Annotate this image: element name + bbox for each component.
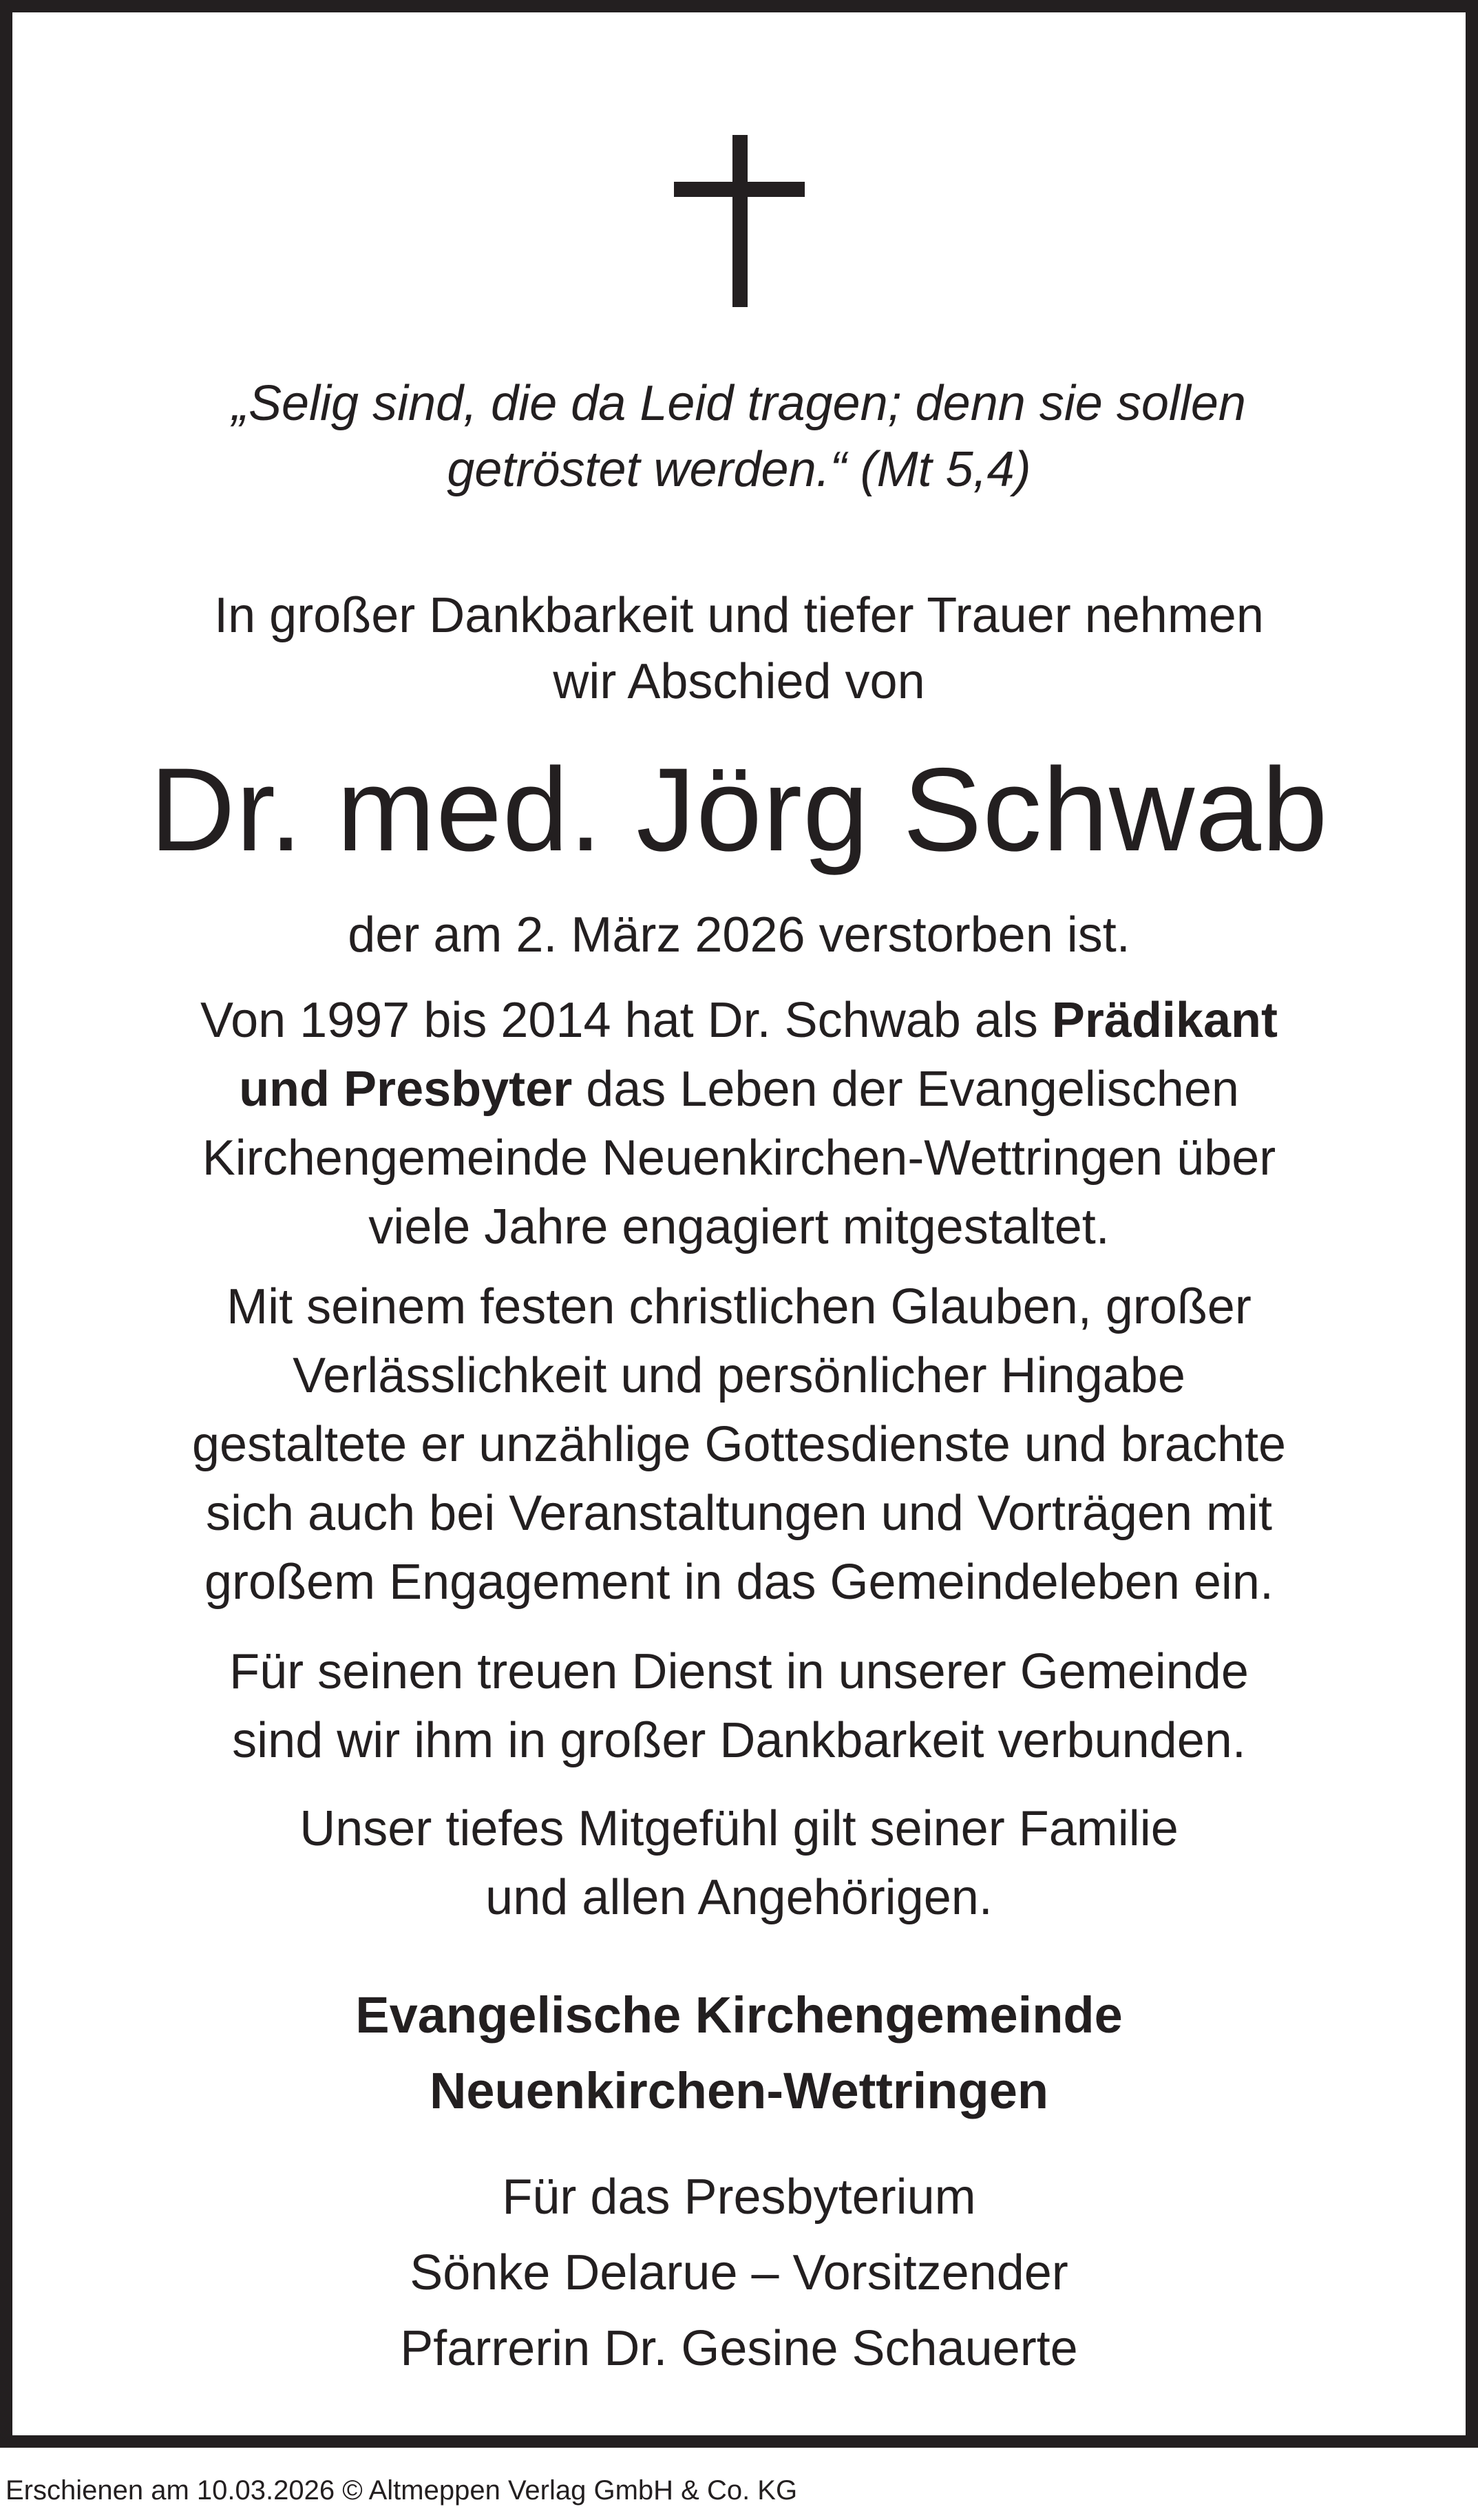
faith-line-1: Mit seinem festen christlichen Glauben, großer <box>226 1279 1252 1334</box>
death-notice: der am 2. März 2026 verstorben ist. <box>348 907 1130 963</box>
sympathy-line-2: und allen Angehörigen. <box>485 1870 993 1925</box>
service-line-1-text: Von 1997 bis 2014 hat Dr. Schwab als <box>200 993 1052 1048</box>
intro-line-2: wir Abschied von <box>553 654 925 709</box>
service-line-2-bold: und Presbyter <box>239 1062 573 1117</box>
sympathy-line-1: Unser tiefes Mitgefühl gilt seiner Familie <box>299 1801 1179 1856</box>
organization-line-2: Neuenkirchen-Wettringen <box>429 2062 1049 2119</box>
service-line-1-bold: Prädikant <box>1051 993 1278 1048</box>
signer-line-2: Sönke Delarue – Vorsitzender <box>410 2245 1068 2300</box>
signer-line-3: Pfarrerin Dr. Gesine Schauerte <box>400 2321 1078 2376</box>
bible-quote <box>54 370 1424 503</box>
faith-line-2: Verlässlichkeit und persönlicher Hingabe <box>293 1348 1185 1403</box>
faith-line-3: gestaltete er unzählige Gottesdienste und brachte <box>191 1417 1287 1472</box>
signer-line-1: Für das Presbyterium <box>502 2170 976 2225</box>
service-paragraph <box>54 986 1424 1261</box>
thanks-line-2: sind wir ihm in großer Dankbarkeit verbunden. <box>232 1713 1246 1768</box>
cross-horizontal-bar <box>674 182 805 197</box>
cross-icon <box>674 135 805 307</box>
service-line-3: Kirchengemeinde Neuenkirchen-Wettringen über <box>202 1131 1276 1186</box>
service-line-2-text: das Leben der Evangelischen <box>572 1062 1239 1117</box>
thanks-paragraph <box>54 1637 1424 1775</box>
quote-line-2: getröstet werden.“ (Mt 5,4) <box>447 442 1031 497</box>
faith-paragraph <box>54 1272 1424 1617</box>
signers <box>54 2159 1424 2386</box>
faith-line-4: sich auch bei Veranstaltungen und Vorträgen mit <box>205 1486 1273 1541</box>
faith-line-5: großem Engagement in das Gemeindeleben ein. <box>204 1555 1274 1610</box>
sympathy-paragraph <box>54 1794 1424 1932</box>
deceased-name: Dr. med. Jörg Schwab <box>149 744 1329 876</box>
organization-name <box>54 1977 1424 2129</box>
service-line-2 <box>54 1055 1424 1124</box>
service-line-1 <box>54 986 1424 1055</box>
thanks-line-1: Für seinen treuen Dienst in unserer Gemeinde <box>229 1644 1249 1699</box>
cross-vertical-bar <box>732 135 748 307</box>
publication-footer: Erschienen am 10.03.2026 © Altmeppen Verlag GmbH & Co. KG <box>6 2475 798 2506</box>
organization-line-1: Evangelische Kirchengemeinde <box>355 1986 1123 2044</box>
quote-line-1: „Selig sind, die da Leid tragen; denn sie sollen <box>232 376 1246 431</box>
intro-line-1: In großer Dankbarkeit und tiefer Trauer nehmen <box>214 588 1264 643</box>
service-line-4: viele Jahre engagiert mitgestaltet. <box>368 1199 1110 1254</box>
intro-text <box>54 582 1424 715</box>
